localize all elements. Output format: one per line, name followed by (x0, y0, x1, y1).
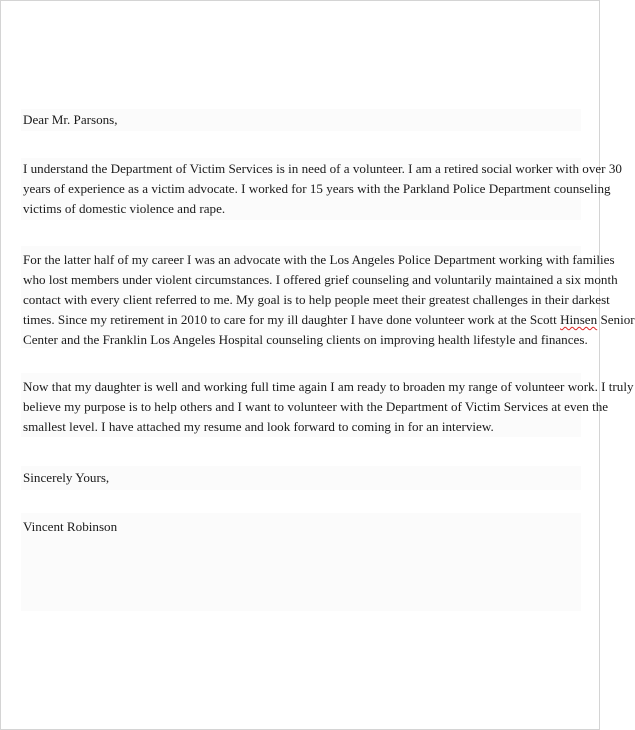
greeting-text: Dear Mr. Parsons, (23, 112, 118, 127)
paragraph-2 (21, 246, 635, 348)
letter-greeting (21, 109, 581, 131)
paragraph-2-line-4 (23, 310, 635, 330)
paragraph-2-line-5: Center and the Franklin Los Angeles Hospital counseling clients on improving health lifestyle and finances. (23, 332, 588, 347)
paragraph-1-line-2: years of experience as a victim advocate. I worked for 15 years with the Parkland Police Department counseling (23, 181, 611, 196)
paragraph-1-line-3: victims of domestic violence and rape. (23, 201, 226, 216)
letter-signature (21, 513, 581, 611)
paragraph-2-line-4-end: Senior (597, 312, 635, 327)
paragraph-3-line-2: believe my purpose is to help others and I want to volunteer with the Department of Victim Services at even the (23, 399, 609, 414)
paragraph-2-line-2: who lost members under violent circumstances. I offered grief counseling and voluntarily maintained a six month (23, 272, 618, 287)
paragraph-2-line-4-start: times. Since my retirement in 2010 to care for my ill daughter I have done volunteer work at the Scott (23, 312, 561, 327)
paragraph-2-line-1: For the latter half of my career I was an advocate with the Los Angeles Police Department working with families (23, 252, 615, 267)
paragraph-1 (21, 158, 622, 220)
paragraph-2-line-3: contact with every client referred to me. My goal is to help people meet their greatest challenges in their darkest (23, 292, 610, 307)
spellcheck-flagged-word[interactable]: Hinsen (560, 312, 598, 327)
letter-closing (21, 466, 581, 490)
paragraph-3-line-3: smallest level. I have attached my resume and look forward to coming in for an interview. (23, 419, 494, 434)
paragraph-1-line-1: I understand the Department of Victim Services is in need of a volunteer. I am a retired social worker with over 30 (23, 161, 622, 176)
paragraph-3-line-1: Now that my daughter is well and working full time again I am ready to broaden my range of volunteer work. I truly (23, 379, 634, 394)
closing-text: Sincerely Yours, (23, 470, 110, 485)
signature-name: Vincent Robinson (23, 519, 118, 534)
paragraph-3 (21, 373, 634, 437)
